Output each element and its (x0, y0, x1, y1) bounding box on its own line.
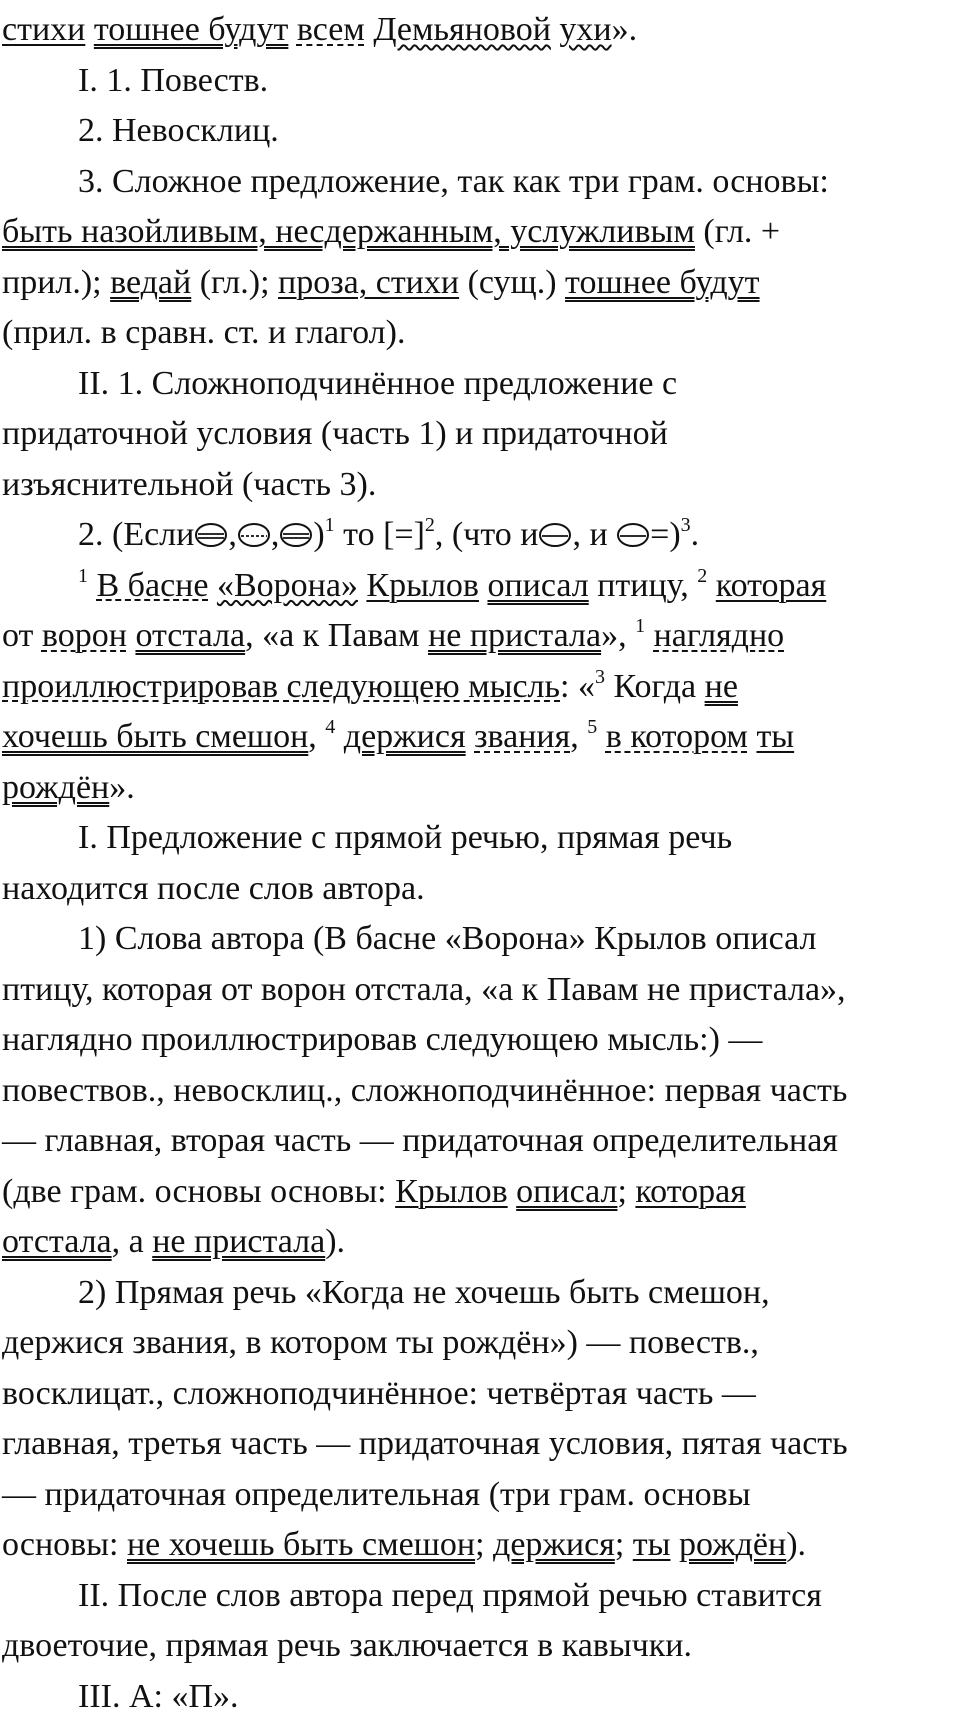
text-run: I. Предложение с прямой речью, прямая речь (78, 819, 732, 856)
underlined-word: тошнее будут (565, 264, 760, 301)
text-run: главная, третья часть — придаточная условия, пятая часть (2, 1425, 848, 1462)
underlined-word: проза, стихи (278, 264, 459, 301)
underlined-word: ты (756, 718, 794, 755)
text-run: , и (572, 516, 616, 553)
text-run: 2. Невосклиц. (78, 112, 279, 149)
text-run: повествов., невосклиц., сложноподчинённое: первая часть (2, 1072, 847, 1109)
text-run: », (601, 617, 635, 654)
text-run: II. 1. Сложноподчинённое предложение с (78, 365, 677, 402)
text-run: то [=] (335, 516, 425, 553)
text-run (670, 1526, 679, 1563)
underlined-word: звания (474, 718, 570, 755)
underlined-word: описал (487, 567, 588, 604)
underlined-word: не (705, 668, 738, 705)
text-line (2, 965, 960, 1016)
text-run: (гл.); (191, 264, 278, 301)
text-run: , (271, 516, 280, 553)
text-run: , (308, 718, 325, 755)
text-run (288, 11, 297, 48)
text-run: ) (313, 516, 324, 553)
underlined-word: держися (344, 718, 466, 755)
underlined-word: ухи (559, 11, 611, 48)
text-run: 3. Сложное предложение, так как три грам. основы: (78, 163, 829, 200)
text-line (2, 106, 960, 157)
text-run: 2. (Если (78, 516, 194, 553)
text-run (466, 718, 475, 755)
underlined-word: отстала (2, 1223, 112, 1260)
text-run: — главная, вторая часть — придаточная определительная (2, 1122, 838, 1159)
text-line (2, 561, 960, 612)
text-line (2, 409, 960, 460)
text-run: 2) Прямая речь «Когда не хочешь быть смешон, (78, 1274, 770, 1311)
text-line (2, 763, 960, 814)
text-line (2, 56, 960, 107)
text-run: , «а к Павам (245, 617, 428, 654)
underlined-word: всем (297, 11, 365, 48)
text-run: от (2, 617, 42, 654)
text-line (2, 258, 960, 309)
text-run (88, 567, 97, 604)
underlined-word: не хочешь быть смешон (127, 1526, 475, 1563)
underlined-word: рождён (2, 769, 109, 806)
text-line (2, 1520, 960, 1571)
text-line (2, 1419, 960, 1470)
text-line (2, 1116, 960, 1167)
text-run: , (что и (435, 516, 539, 553)
underlined-word: Крылов (366, 567, 479, 604)
text-run: придаточной условия (часть 1) и придаточной (2, 415, 668, 452)
text-line (2, 1015, 960, 1066)
text-run: двоеточие, прямая речь заключается в кавычки. (2, 1627, 692, 1664)
text-run: держися звания, в котором ты рождён») — повеств., (2, 1324, 759, 1361)
text-run: ). (325, 1223, 345, 1260)
text-run (335, 718, 344, 755)
underlined-word: стихи (2, 11, 85, 48)
text-line (2, 308, 960, 359)
text-run: птицу, (589, 567, 698, 604)
text-line (2, 712, 960, 763)
text-run: , а (112, 1223, 153, 1260)
text-line (2, 1268, 960, 1319)
underlined-word: отстала (135, 617, 245, 654)
text-line (2, 1571, 960, 1622)
text-run: , (570, 718, 587, 755)
double-line-oval-icon (194, 514, 228, 565)
text-run (508, 1173, 517, 1210)
underlined-word: держися (493, 1526, 615, 1563)
footnote-number: 1 (635, 615, 645, 637)
text-line (2, 5, 960, 56)
footnote-number: 3 (681, 514, 691, 536)
text-run: Когда (605, 668, 705, 705)
text-run: находится после слов автора. (2, 870, 425, 907)
underlined-word: ведай (110, 264, 191, 301)
text-run: — придаточная определительная (три грам. основы (2, 1476, 751, 1513)
underlined-word: рождён (679, 1526, 786, 1563)
text-line (2, 510, 960, 561)
text-run (707, 567, 716, 604)
text-line (2, 1167, 960, 1218)
text-run: (две грам. основы основы: (2, 1173, 395, 1210)
text-run: ». (109, 769, 135, 806)
underlined-word: не пристала (152, 1223, 325, 1260)
underlined-word: в котором (606, 718, 748, 755)
footnote-number: 5 (587, 716, 597, 738)
underlined-word: которая (716, 567, 826, 604)
text-run: =) (650, 516, 681, 553)
text-line (2, 611, 960, 662)
text-run: ; (615, 1526, 633, 1563)
text-line (2, 359, 960, 410)
footnote-number: 4 (325, 716, 335, 738)
footnote-number: 1 (325, 514, 335, 536)
underlined-word: Демьяновой (373, 11, 551, 48)
text-run: изъяснительной (часть 3). (2, 466, 376, 503)
underlined-word: В басне (97, 567, 209, 604)
text-run (645, 617, 654, 654)
text-run: наглядно проиллюстрировав следующею мысль:) — (2, 1021, 762, 1058)
text-run: основы: (2, 1526, 127, 1563)
text-run: (гл. + (695, 213, 780, 250)
text-run: ). (786, 1526, 806, 1563)
footnote-number: 3 (595, 666, 605, 688)
text-line (2, 1369, 960, 1420)
text-line (2, 864, 960, 915)
footnote-number: 1 (78, 565, 88, 587)
text-run: прил.); (2, 264, 110, 301)
text-run: восклицат., сложноподчинённое: четвёртая часть — (2, 1375, 756, 1412)
text-line (2, 1672, 960, 1722)
text-run: ; (617, 1173, 635, 1210)
text-run: I. 1. Повеств. (78, 62, 268, 99)
text-run: ; (475, 1526, 493, 1563)
text-line (2, 914, 960, 965)
single-line-oval-icon (616, 514, 650, 565)
underlined-word: которая (635, 1173, 745, 1210)
text-run (85, 11, 94, 48)
underlined-word: ворон (42, 617, 127, 654)
text-run: (сущ.) (459, 264, 565, 301)
underlined-word: Крылов (395, 1173, 508, 1210)
text-run: . (691, 516, 700, 553)
text-run: (прил. в сравн. ст. и глагол). (2, 314, 405, 351)
underlined-word: проиллюстрировав следующею мысль (2, 668, 560, 705)
text-run: III. А: «П». (78, 1678, 239, 1715)
single-line-oval-icon (538, 514, 572, 565)
dashed-line-oval-icon (237, 514, 271, 565)
text-line (2, 662, 960, 713)
text-line (2, 1217, 960, 1268)
text-run (597, 718, 606, 755)
underlined-word: «Ворона» (217, 567, 358, 604)
text-run (208, 567, 217, 604)
double-line-oval-icon (279, 514, 313, 565)
text-run: , (228, 516, 237, 553)
underlined-word: тошнее будут (94, 11, 289, 48)
text-line (2, 1066, 960, 1117)
footnote-number: 2 (697, 565, 707, 587)
text-line (2, 207, 960, 258)
text-run: : « (560, 668, 595, 705)
underlined-word: не пристала (428, 617, 601, 654)
text-run: птицу, которая от ворон отстала, «а к Павам не пристала», (2, 971, 846, 1008)
text-run: ». (612, 11, 638, 48)
underlined-word: наглядно (654, 617, 785, 654)
footnote-number: 2 (425, 514, 435, 536)
text-line (2, 157, 960, 208)
underlined-word: ты (633, 1526, 671, 1563)
text-line (2, 1318, 960, 1369)
text-line (2, 460, 960, 511)
underlined-word: быть назойливым, несдержанным, услужливым (2, 213, 695, 250)
text-run: II. После слов автора перед прямой речью ставится (78, 1577, 822, 1614)
text-run: 1) Слова автора (В басне «Ворона» Крылов описал (78, 920, 817, 957)
underlined-word: хочешь быть смешон (2, 718, 308, 755)
text-line (2, 1470, 960, 1521)
underlined-word: описал (516, 1173, 617, 1210)
text-line (2, 813, 960, 864)
text-line (2, 1621, 960, 1672)
